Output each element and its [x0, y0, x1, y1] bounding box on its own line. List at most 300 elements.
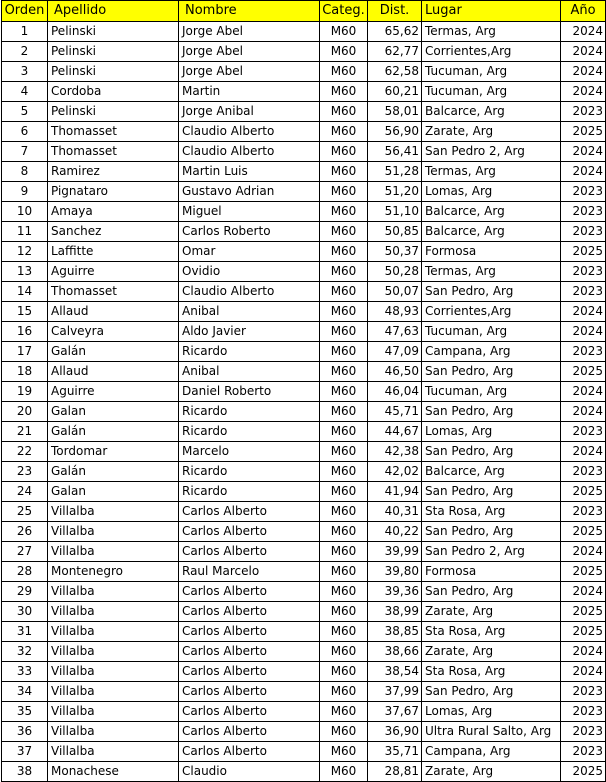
cell-categ: M60 — [320, 22, 368, 42]
table-row — [2, 762, 606, 782]
cell-ano: 2025 — [561, 622, 606, 642]
cell-dist: 47,09 — [368, 342, 422, 362]
cell-ano: 2023 — [561, 342, 606, 362]
cell-lugar: Balcarce, Arg — [422, 222, 561, 242]
cell-lugar: Balcarce, Arg — [422, 462, 561, 482]
cell-lugar: Zarate, Arg — [422, 602, 561, 622]
header-row — [2, 1, 606, 22]
cell-apellido: Ramirez — [48, 162, 179, 182]
cell-lugar: San Pedro, Arg — [422, 482, 561, 502]
cell-ano: 2025 — [561, 362, 606, 382]
cell-lugar: Tucuman, Arg — [422, 382, 561, 402]
cell-lugar: Zarate, Arg — [422, 122, 561, 142]
cell-dist: 62,77 — [368, 42, 422, 62]
table-row — [2, 462, 606, 482]
cell-nombre: Anibal — [179, 302, 320, 322]
cell-nombre: Raul Marcelo — [179, 562, 320, 582]
cell-dist: 42,38 — [368, 442, 422, 462]
cell-dist: 48,93 — [368, 302, 422, 322]
cell-nombre: Ricardo — [179, 402, 320, 422]
table-row — [2, 662, 606, 682]
cell-nombre: Carlos Alberto — [179, 722, 320, 742]
cell-orden: 12 — [2, 242, 48, 262]
cell-orden: 1 — [2, 22, 48, 42]
cell-categ: M60 — [320, 342, 368, 362]
cell-orden: 38 — [2, 762, 48, 782]
cell-categ: M60 — [320, 682, 368, 702]
cell-dist: 51,28 — [368, 162, 422, 182]
cell-nombre: Carlos Alberto — [179, 622, 320, 642]
cell-categ: M60 — [320, 482, 368, 502]
cell-nombre: Carlos Alberto — [179, 542, 320, 562]
table-row — [2, 42, 606, 62]
table-row — [2, 402, 606, 422]
cell-orden: 14 — [2, 282, 48, 302]
cell-orden: 9 — [2, 182, 48, 202]
cell-categ: M60 — [320, 622, 368, 642]
cell-lugar: Tucuman, Arg — [422, 322, 561, 342]
cell-lugar: Termas, Arg — [422, 262, 561, 282]
header-dist: Dist. — [368, 1, 422, 22]
cell-nombre: Carlos Alberto — [179, 662, 320, 682]
table-row — [2, 682, 606, 702]
cell-ano: 2025 — [561, 522, 606, 542]
cell-dist: 46,50 — [368, 362, 422, 382]
cell-apellido: Laffitte — [48, 242, 179, 262]
cell-dist: 47,63 — [368, 322, 422, 342]
cell-apellido: Allaud — [48, 302, 179, 322]
cell-orden: 4 — [2, 82, 48, 102]
cell-ano: 2024 — [561, 642, 606, 662]
cell-dist: 39,36 — [368, 582, 422, 602]
cell-apellido: Thomasset — [48, 142, 179, 162]
cell-orden: 21 — [2, 422, 48, 442]
cell-lugar: Corrientes,Arg — [422, 42, 561, 62]
cell-lugar: Campana, Arg — [422, 742, 561, 762]
cell-orden: 36 — [2, 722, 48, 742]
cell-lugar: Tucuman, Arg — [422, 82, 561, 102]
cell-apellido: Villalba — [48, 662, 179, 682]
cell-dist: 45,71 — [368, 402, 422, 422]
table-row — [2, 122, 606, 142]
cell-dist: 37,67 — [368, 702, 422, 722]
cell-categ: M60 — [320, 602, 368, 622]
cell-categ: M60 — [320, 142, 368, 162]
cell-dist: 51,10 — [368, 202, 422, 222]
table-row — [2, 602, 606, 622]
cell-categ: M60 — [320, 562, 368, 582]
cell-apellido: Villalba — [48, 582, 179, 602]
cell-nombre: Carlos Roberto — [179, 222, 320, 242]
cell-nombre: Claudio — [179, 762, 320, 782]
cell-apellido: Pelinski — [48, 22, 179, 42]
table-row — [2, 22, 606, 42]
table-row — [2, 242, 606, 262]
cell-nombre: Miguel — [179, 202, 320, 222]
cell-apellido: Villalba — [48, 542, 179, 562]
cell-apellido: Pelinski — [48, 102, 179, 122]
cell-ano: 2023 — [561, 462, 606, 482]
table-row — [2, 102, 606, 122]
cell-categ: M60 — [320, 422, 368, 442]
header-apellido: Apellido — [48, 1, 179, 22]
cell-dist: 41,94 — [368, 482, 422, 502]
cell-nombre: Ricardo — [179, 482, 320, 502]
cell-lugar: Lomas, Arg — [422, 702, 561, 722]
cell-ano: 2023 — [561, 422, 606, 442]
table-row — [2, 302, 606, 322]
cell-apellido: Aguirre — [48, 382, 179, 402]
cell-ano: 2023 — [561, 202, 606, 222]
cell-ano: 2024 — [561, 162, 606, 182]
cell-orden: 2 — [2, 42, 48, 62]
cell-nombre: Carlos Alberto — [179, 642, 320, 662]
cell-ano: 2023 — [561, 722, 606, 742]
cell-dist: 38,85 — [368, 622, 422, 642]
cell-orden: 26 — [2, 522, 48, 542]
cell-categ: M60 — [320, 742, 368, 762]
cell-lugar: San Pedro 2, Arg — [422, 542, 561, 562]
cell-lugar: Formosa — [422, 562, 561, 582]
cell-categ: M60 — [320, 382, 368, 402]
cell-dist: 28,81 — [368, 762, 422, 782]
cell-categ: M60 — [320, 362, 368, 382]
cell-apellido: Sanchez — [48, 222, 179, 242]
cell-orden: 6 — [2, 122, 48, 142]
cell-ano: 2024 — [561, 582, 606, 602]
cell-orden: 25 — [2, 502, 48, 522]
cell-categ: M60 — [320, 442, 368, 462]
cell-apellido: Villalba — [48, 742, 179, 762]
cell-ano: 2024 — [561, 62, 606, 82]
cell-lugar: Formosa — [422, 242, 561, 262]
cell-lugar: San Pedro 2, Arg — [422, 142, 561, 162]
cell-nombre: Jorge Anibal — [179, 102, 320, 122]
cell-apellido: Thomasset — [48, 122, 179, 142]
table-row — [2, 282, 606, 302]
cell-ano: 2025 — [561, 122, 606, 142]
table-row — [2, 222, 606, 242]
table-row — [2, 182, 606, 202]
cell-apellido: Villalba — [48, 522, 179, 542]
cell-lugar: Termas, Arg — [422, 22, 561, 42]
cell-orden: 35 — [2, 702, 48, 722]
cell-nombre: Omar — [179, 242, 320, 262]
cell-categ: M60 — [320, 242, 368, 262]
cell-orden: 33 — [2, 662, 48, 682]
cell-orden: 29 — [2, 582, 48, 602]
cell-categ: M60 — [320, 102, 368, 122]
cell-orden: 18 — [2, 362, 48, 382]
cell-ano: 2024 — [561, 142, 606, 162]
cell-nombre: Carlos Alberto — [179, 602, 320, 622]
cell-ano: 2023 — [561, 262, 606, 282]
cell-orden: 11 — [2, 222, 48, 242]
cell-dist: 62,58 — [368, 62, 422, 82]
cell-categ: M60 — [320, 722, 368, 742]
ranking-table — [1, 0, 606, 782]
cell-dist: 60,21 — [368, 82, 422, 102]
cell-ano: 2024 — [561, 402, 606, 422]
cell-apellido: Allaud — [48, 362, 179, 382]
cell-categ: M60 — [320, 62, 368, 82]
cell-ano: 2024 — [561, 442, 606, 462]
cell-ano: 2023 — [561, 502, 606, 522]
cell-apellido: Tordomar — [48, 442, 179, 462]
cell-categ: M60 — [320, 662, 368, 682]
cell-categ: M60 — [320, 402, 368, 422]
cell-dist: 39,80 — [368, 562, 422, 582]
cell-categ: M60 — [320, 262, 368, 282]
table-row — [2, 582, 606, 602]
table-row — [2, 382, 606, 402]
cell-ano: 2024 — [561, 22, 606, 42]
cell-dist: 36,90 — [368, 722, 422, 742]
cell-orden: 32 — [2, 642, 48, 662]
cell-ano: 2025 — [561, 482, 606, 502]
cell-orden: 15 — [2, 302, 48, 322]
cell-nombre: Claudio Alberto — [179, 282, 320, 302]
table-row — [2, 342, 606, 362]
cell-apellido: Villalba — [48, 682, 179, 702]
cell-dist: 65,62 — [368, 22, 422, 42]
cell-dist: 50,28 — [368, 262, 422, 282]
cell-nombre: Claudio Alberto — [179, 142, 320, 162]
table-row — [2, 562, 606, 582]
cell-categ: M60 — [320, 542, 368, 562]
cell-lugar: Lomas, Arg — [422, 422, 561, 442]
header-ano: Año — [561, 1, 606, 22]
cell-lugar: Sta Rosa, Arg — [422, 502, 561, 522]
cell-dist: 50,07 — [368, 282, 422, 302]
cell-dist: 35,71 — [368, 742, 422, 762]
cell-ano: 2024 — [561, 322, 606, 342]
cell-apellido: Aguirre — [48, 262, 179, 282]
cell-apellido: Cordoba — [48, 82, 179, 102]
table-row — [2, 422, 606, 442]
cell-dist: 44,67 — [368, 422, 422, 442]
cell-apellido: Pelinski — [48, 42, 179, 62]
cell-apellido: Galán — [48, 342, 179, 362]
cell-apellido: Galán — [48, 422, 179, 442]
cell-nombre: Aldo Javier — [179, 322, 320, 342]
cell-lugar: San Pedro, Arg — [422, 282, 561, 302]
cell-orden: 31 — [2, 622, 48, 642]
cell-dist: 39,99 — [368, 542, 422, 562]
cell-apellido: Villalba — [48, 622, 179, 642]
cell-lugar: Corrientes,Arg — [422, 302, 561, 322]
cell-orden: 19 — [2, 382, 48, 402]
cell-dist: 40,22 — [368, 522, 422, 542]
header-nombre: Nombre — [179, 1, 320, 22]
cell-ano: 2024 — [561, 382, 606, 402]
cell-dist: 51,20 — [368, 182, 422, 202]
cell-nombre: Carlos Alberto — [179, 502, 320, 522]
cell-orden: 8 — [2, 162, 48, 182]
cell-orden: 37 — [2, 742, 48, 762]
header-categ: Categ. — [320, 1, 368, 22]
table-row — [2, 82, 606, 102]
cell-lugar: San Pedro, Arg — [422, 522, 561, 542]
table-row — [2, 642, 606, 662]
cell-ano: 2025 — [561, 762, 606, 782]
cell-lugar: Zarate, Arg — [422, 642, 561, 662]
cell-categ: M60 — [320, 222, 368, 242]
table-row — [2, 62, 606, 82]
cell-nombre: Daniel Roberto — [179, 382, 320, 402]
table-row — [2, 542, 606, 562]
cell-orden: 17 — [2, 342, 48, 362]
cell-lugar: Tucuman, Arg — [422, 62, 561, 82]
cell-categ: M60 — [320, 302, 368, 322]
cell-apellido: Pignataro — [48, 182, 179, 202]
cell-dist: 38,66 — [368, 642, 422, 662]
cell-categ: M60 — [320, 502, 368, 522]
cell-categ: M60 — [320, 42, 368, 62]
cell-apellido: Thomasset — [48, 282, 179, 302]
table-row — [2, 262, 606, 282]
cell-apellido: Galan — [48, 402, 179, 422]
cell-apellido: Amaya — [48, 202, 179, 222]
cell-orden: 23 — [2, 462, 48, 482]
cell-ano: 2023 — [561, 702, 606, 722]
cell-categ: M60 — [320, 122, 368, 142]
table-row — [2, 362, 606, 382]
cell-apellido: Villalba — [48, 722, 179, 742]
cell-lugar: Zarate, Arg — [422, 762, 561, 782]
cell-ano: 2023 — [561, 282, 606, 302]
header-lugar: Lugar — [422, 1, 561, 22]
cell-apellido: Calveyra — [48, 322, 179, 342]
table-row — [2, 482, 606, 502]
cell-nombre: Carlos Alberto — [179, 702, 320, 722]
cell-dist: 40,31 — [368, 502, 422, 522]
cell-categ: M60 — [320, 202, 368, 222]
cell-categ: M60 — [320, 582, 368, 602]
cell-categ: M60 — [320, 702, 368, 722]
cell-ano: 2024 — [561, 82, 606, 102]
cell-lugar: Lomas, Arg — [422, 182, 561, 202]
cell-nombre: Ricardo — [179, 422, 320, 442]
cell-dist: 56,41 — [368, 142, 422, 162]
cell-orden: 24 — [2, 482, 48, 502]
cell-categ: M60 — [320, 162, 368, 182]
cell-nombre: Carlos Alberto — [179, 682, 320, 702]
cell-lugar: San Pedro, Arg — [422, 582, 561, 602]
cell-lugar: Ultra Rural Salto, Arg — [422, 722, 561, 742]
table-row — [2, 622, 606, 642]
cell-lugar: San Pedro, Arg — [422, 402, 561, 422]
cell-ano: 2023 — [561, 182, 606, 202]
table-row — [2, 442, 606, 462]
cell-ano: 2023 — [561, 742, 606, 762]
cell-apellido: Villalba — [48, 602, 179, 622]
cell-orden: 3 — [2, 62, 48, 82]
cell-nombre: Carlos Alberto — [179, 582, 320, 602]
table-body — [2, 22, 606, 782]
cell-lugar: Sta Rosa, Arg — [422, 622, 561, 642]
cell-nombre: Carlos Alberto — [179, 742, 320, 762]
cell-nombre: Jorge Abel — [179, 42, 320, 62]
table-row — [2, 722, 606, 742]
cell-nombre: Claudio Alberto — [179, 122, 320, 142]
cell-categ: M60 — [320, 642, 368, 662]
cell-dist: 38,99 — [368, 602, 422, 622]
cell-dist: 46,04 — [368, 382, 422, 402]
cell-nombre: Jorge Abel — [179, 22, 320, 42]
header-orden: Orden — [2, 1, 48, 22]
cell-nombre: Ovidio — [179, 262, 320, 282]
table-row — [2, 162, 606, 182]
table-row — [2, 522, 606, 542]
cell-ano: 2024 — [561, 302, 606, 322]
cell-lugar: Balcarce, Arg — [422, 102, 561, 122]
cell-orden: 13 — [2, 262, 48, 282]
cell-nombre: Carlos Alberto — [179, 522, 320, 542]
cell-nombre: Gustavo Adrian — [179, 182, 320, 202]
cell-categ: M60 — [320, 322, 368, 342]
cell-apellido: Villalba — [48, 702, 179, 722]
cell-ano: 2025 — [561, 562, 606, 582]
cell-lugar: Campana, Arg — [422, 342, 561, 362]
cell-ano: 2025 — [561, 602, 606, 622]
cell-lugar: San Pedro, Arg — [422, 362, 561, 382]
cell-ano: 2025 — [561, 242, 606, 262]
cell-ano: 2024 — [561, 42, 606, 62]
table-row — [2, 322, 606, 342]
cell-dist: 50,85 — [368, 222, 422, 242]
cell-nombre: Jorge Abel — [179, 62, 320, 82]
cell-apellido: Monachese — [48, 762, 179, 782]
cell-orden: 34 — [2, 682, 48, 702]
cell-nombre: Martin Luis — [179, 162, 320, 182]
cell-apellido: Pelinski — [48, 62, 179, 82]
cell-ano: 2024 — [561, 662, 606, 682]
cell-dist: 56,90 — [368, 122, 422, 142]
cell-nombre: Martin — [179, 82, 320, 102]
table-row — [2, 202, 606, 222]
cell-nombre: Ricardo — [179, 342, 320, 362]
cell-dist: 58,01 — [368, 102, 422, 122]
cell-orden: 16 — [2, 322, 48, 342]
cell-lugar: San Pedro, Arg — [422, 682, 561, 702]
cell-apellido: Villalba — [48, 502, 179, 522]
cell-apellido: Galán — [48, 462, 179, 482]
cell-apellido: Galan — [48, 482, 179, 502]
cell-orden: 30 — [2, 602, 48, 622]
cell-categ: M60 — [320, 282, 368, 302]
cell-ano: 2023 — [561, 682, 606, 702]
cell-lugar: Sta Rosa, Arg — [422, 662, 561, 682]
cell-nombre: Anibal — [179, 362, 320, 382]
cell-lugar: San Pedro, Arg — [422, 442, 561, 462]
cell-categ: M60 — [320, 462, 368, 482]
table-row — [2, 742, 606, 762]
table-row — [2, 502, 606, 522]
cell-orden: 28 — [2, 562, 48, 582]
cell-lugar: Balcarce, Arg — [422, 202, 561, 222]
table-row — [2, 702, 606, 722]
cell-orden: 22 — [2, 442, 48, 462]
cell-categ: M60 — [320, 522, 368, 542]
cell-ano: 2023 — [561, 222, 606, 242]
cell-apellido: Montenegro — [48, 562, 179, 582]
cell-lugar: Termas, Arg — [422, 162, 561, 182]
table-row — [2, 142, 606, 162]
cell-orden: 5 — [2, 102, 48, 122]
cell-orden: 10 — [2, 202, 48, 222]
cell-categ: M60 — [320, 182, 368, 202]
